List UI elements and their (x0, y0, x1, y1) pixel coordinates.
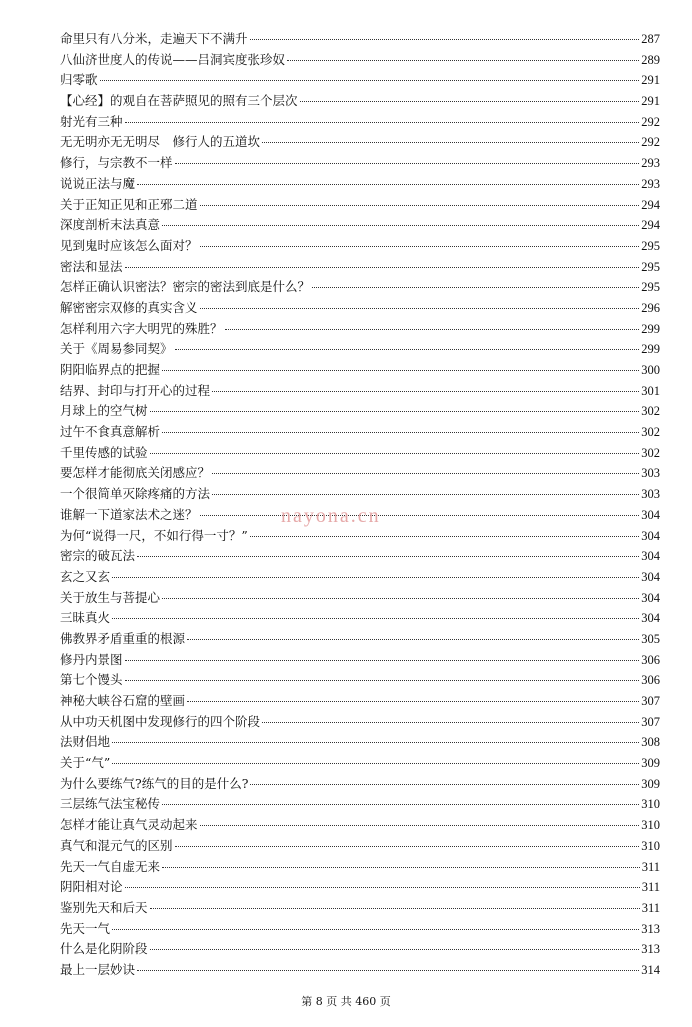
toc-entry-title: 关于正知正见和正邪二道 (60, 196, 198, 212)
toc-entry-page-number: 303 (641, 487, 660, 502)
toc-entry[interactable] (60, 898, 660, 919)
toc-entry-title: 一个很简单灭除疼痛的方法 (60, 486, 211, 502)
toc-entry-page-number: 304 (641, 528, 660, 543)
dot-leader (112, 742, 639, 743)
toc-entry-page-number: 295 (641, 238, 660, 253)
toc-entry[interactable] (60, 70, 660, 91)
dot-leader (287, 60, 639, 61)
toc-entry-title: 从中功天机图中发现修行的四个阶段 (60, 713, 261, 729)
toc-entry[interactable] (60, 29, 660, 50)
toc-entry-page-number: 311 (641, 880, 660, 895)
toc-entry[interactable] (60, 815, 660, 836)
toc-entry-title: 密宗的破瓦法 (60, 548, 136, 564)
toc-entry-title: 最上一层妙诀 (60, 961, 136, 977)
toc-entry-page-number: 294 (641, 197, 660, 212)
dot-leader (200, 825, 640, 826)
toc-entry-page-number: 307 (641, 694, 660, 708)
toc-entry[interactable] (60, 608, 660, 629)
toc-entry-page-number: 306 (641, 673, 660, 688)
toc-entry-page-number: 292 (641, 114, 660, 129)
dot-leader (150, 908, 640, 909)
toc-entry-title: 怎样才能让真气灵动起来 (60, 817, 198, 833)
toc-entry-title: 千里传感的试验 (60, 444, 148, 460)
toc-entry-title: 玄之又玄 (60, 568, 111, 584)
toc-entry[interactable] (60, 650, 660, 671)
dot-leader (200, 308, 640, 309)
dot-leader (137, 970, 639, 971)
toc-entry-page-number: 291 (641, 73, 660, 88)
dot-leader (137, 184, 639, 185)
dot-leader (225, 329, 640, 330)
page-footer: 第 8 页 共 460 页 (301, 995, 391, 1008)
toc-entry-title: 鉴别先天和后天 (60, 899, 148, 915)
dot-leader (162, 370, 639, 371)
toc-entry[interactable] (60, 484, 660, 505)
toc-entry-title: 修丹内景图 (60, 651, 123, 667)
toc-entry-title: 【心经】的观自在菩萨照见的照有三个层次 (60, 93, 298, 109)
toc-entry[interactable] (60, 257, 660, 278)
toc-entry[interactable] (60, 463, 660, 484)
toc-entry[interactable] (60, 236, 660, 257)
toc-entry-page-number: 293 (641, 156, 660, 171)
dot-leader (112, 618, 639, 619)
dot-leader (200, 246, 640, 247)
dot-leader (250, 784, 639, 785)
toc-entry-title: 先天一气自虚无来 (60, 858, 161, 874)
dot-leader (150, 949, 640, 950)
toc-entry-page-number: 314 (641, 962, 660, 977)
toc-entry[interactable] (60, 546, 660, 567)
toc-entry-page-number: 296 (641, 300, 660, 315)
dot-leader (125, 267, 640, 268)
toc-entry[interactable] (60, 401, 660, 422)
dot-leader (300, 101, 640, 102)
toc-entry[interactable] (60, 670, 660, 691)
toc-entry-title: 八仙济世度人的传说——吕洞宾度张珍奴 (60, 51, 286, 67)
dot-leader (112, 577, 639, 578)
toc-entry[interactable] (60, 794, 660, 815)
toc-entry-page-number: 293 (641, 176, 660, 191)
toc-entry-page-number: 292 (641, 135, 660, 150)
toc-entry-page-number: 313 (641, 921, 660, 936)
toc-entry[interactable] (60, 422, 660, 443)
toc-entry-title: 月球上的空气树 (60, 403, 148, 419)
toc-entry-page-number: 303 (641, 466, 660, 481)
dot-leader (175, 349, 640, 350)
toc-entry-title: 射光有三种 (60, 113, 123, 129)
toc-entry-title: 怎样利用六字大明咒的殊胜？ (60, 320, 223, 336)
toc-entry[interactable] (60, 132, 660, 153)
toc-entry-title: 为什么要练气?练气的目的是什么? (60, 775, 249, 791)
toc-entry-title: 修行，与宗教不一样 (60, 155, 173, 171)
toc-entry-title: 谁解一下道家法术之迷？ (60, 506, 198, 522)
dot-leader (262, 142, 639, 143)
toc-entry[interactable] (60, 360, 660, 381)
dot-leader (125, 680, 640, 681)
toc-entry[interactable] (60, 174, 660, 195)
dot-leader (162, 867, 640, 868)
toc-entry-page-number: 305 (641, 631, 660, 646)
toc-entry-title: 先天一气 (60, 920, 111, 936)
toc-entry-title: 佛教界矛盾重重的根源 (60, 630, 186, 646)
toc-entry-title: 怎样正确认识密法？密宗的密法到底是什么？ (60, 279, 311, 295)
toc-entry-page-number: 304 (641, 590, 660, 605)
toc-entry-title: 命里只有八分米，走遍天下不满升 (60, 31, 248, 46)
toc-entry-page-number: 310 (641, 838, 660, 853)
toc-entry-title: 归零歌 (60, 72, 98, 88)
toc-entry[interactable] (60, 588, 660, 609)
toc-entry-page-number: 308 (641, 735, 660, 750)
toc-entry[interactable] (60, 960, 660, 981)
toc-entry-page-number: 302 (641, 425, 660, 440)
toc-entry-page-number: 313 (641, 942, 660, 957)
dot-leader (125, 660, 640, 661)
dot-leader (212, 473, 639, 474)
toc-entry-page-number: 310 (641, 797, 660, 812)
toc-entry[interactable] (60, 339, 660, 360)
toc-entry[interactable] (60, 629, 660, 650)
toc-entry-page-number: 301 (641, 383, 660, 398)
toc-entry-page-number: 291 (641, 94, 660, 109)
toc-entry-page-number: 310 (641, 818, 660, 833)
dot-leader (175, 846, 640, 847)
toc-entry-page-number: 299 (641, 321, 660, 336)
toc-entry-title: 说说正法与魔 (60, 175, 136, 191)
toc-entry[interactable] (60, 50, 660, 71)
dot-leader (150, 453, 640, 454)
toc-entry[interactable] (60, 877, 660, 898)
dot-leader (162, 432, 639, 433)
toc-entry-title: 为何“说得一尺，不如行得一寸？” (60, 527, 248, 543)
toc-entry[interactable] (60, 195, 660, 216)
dot-leader (125, 122, 640, 123)
dot-leader (162, 225, 639, 226)
toc-entry[interactable] (60, 753, 660, 774)
dot-leader (125, 887, 640, 888)
toc-entry-page-number: 302 (641, 445, 660, 460)
dot-leader (100, 80, 640, 81)
toc-entry-page-number: 289 (641, 52, 660, 67)
toc-entry-title: 第七个馒头 (60, 672, 123, 688)
toc-entry-title: 见到鬼时应该怎么面对？ (60, 237, 198, 253)
toc-entry[interactable] (60, 443, 660, 464)
dot-leader (112, 929, 639, 930)
toc-entry[interactable] (60, 215, 660, 236)
toc-entry[interactable] (60, 836, 660, 857)
dot-leader (262, 722, 639, 723)
toc-entry-page-number: 300 (641, 363, 660, 377)
toc-entry-page-number: 306 (641, 652, 660, 667)
toc-entry[interactable] (60, 567, 660, 588)
toc-entry-page-number: 307 (641, 714, 660, 729)
dot-leader (312, 287, 639, 288)
toc-entry-page-number: 311 (641, 859, 660, 874)
toc-entry[interactable] (60, 919, 660, 940)
toc-entry[interactable] (60, 319, 660, 340)
watermark: nayona.cn (281, 505, 381, 527)
toc-entry[interactable] (60, 732, 660, 753)
toc-entry-title: 神秘大峡谷石窟的壁画 (60, 693, 186, 708)
toc-entry-page-number: 295 (641, 259, 660, 274)
dot-leader (212, 494, 639, 495)
toc-entry-title: 阴阳相对论 (60, 879, 123, 895)
toc-entry-title: 深度剖析末法真意 (60, 217, 161, 233)
toc-entry[interactable] (60, 381, 660, 402)
toc-entry-title: 密法和显法 (60, 258, 123, 274)
toc-entry[interactable] (60, 691, 660, 712)
toc-entry-title: 要怎样才能彻底关闭感应？ (60, 465, 211, 481)
toc-entry-page-number: 294 (641, 218, 660, 233)
toc-entry-page-number: 309 (641, 776, 660, 791)
toc-entry[interactable] (60, 526, 660, 547)
toc-entry-title: 结界、封印与打开心的过程 (60, 382, 211, 398)
dot-leader (150, 411, 640, 412)
toc-entry-title: 关于“气” (60, 755, 111, 771)
toc-entry-title: 什么是化阴阶段 (60, 941, 148, 957)
toc-entry-title: 无无明亦无无明尽 修行人的五道坎 (60, 134, 261, 150)
toc-entry-title: 阴阳临界点的把握 (60, 362, 161, 377)
toc-entry-page-number: 287 (641, 32, 660, 46)
toc-entry-title: 关于《周易参同契》 (60, 341, 173, 357)
toc-entry-title: 关于放生与菩提心 (60, 589, 161, 605)
dot-leader (250, 536, 639, 537)
dot-leader (137, 556, 639, 557)
toc-entry[interactable] (60, 153, 660, 174)
toc-entry-title: 过午不食真意解析 (60, 424, 161, 440)
toc-entry-title: 法财侣地 (60, 734, 111, 750)
toc-entry[interactable] (60, 277, 660, 298)
dot-leader (162, 598, 639, 599)
dot-leader (250, 39, 640, 40)
dot-leader (200, 515, 640, 516)
dot-leader (212, 391, 639, 392)
toc-entry-page-number: 311 (641, 900, 660, 915)
dot-leader (162, 804, 639, 805)
toc-entry[interactable] (60, 857, 660, 878)
toc-entry[interactable] (60, 712, 660, 733)
toc-entry-title: 三昧真火 (60, 610, 111, 626)
toc-entry-page-number: 309 (641, 756, 660, 771)
toc-entry[interactable] (60, 298, 660, 319)
toc-entry-page-number: 302 (641, 404, 660, 419)
toc-entry-page-number: 304 (641, 611, 660, 626)
toc-entry-title: 解密密宗双修的真实含义 (60, 299, 198, 315)
toc-entry-page-number: 304 (641, 569, 660, 584)
toc-entry-title: 三层练气法宝秘传 (60, 796, 161, 812)
toc-entry-page-number: 304 (641, 507, 660, 522)
dot-leader (187, 701, 639, 702)
dot-leader (175, 163, 640, 164)
dot-leader (187, 639, 639, 640)
toc-entry-page-number: 299 (641, 342, 660, 357)
dot-leader (112, 763, 639, 764)
toc-entry[interactable] (60, 939, 660, 960)
toc-entry[interactable] (60, 91, 660, 112)
toc-entry-page-number: 295 (641, 280, 660, 295)
toc-entry-title: 真气和混元气的区别 (60, 837, 173, 853)
toc-entry[interactable] (60, 774, 660, 795)
dot-leader (200, 205, 640, 206)
toc-entry[interactable] (60, 112, 660, 133)
toc-entry-page-number: 304 (641, 549, 660, 564)
